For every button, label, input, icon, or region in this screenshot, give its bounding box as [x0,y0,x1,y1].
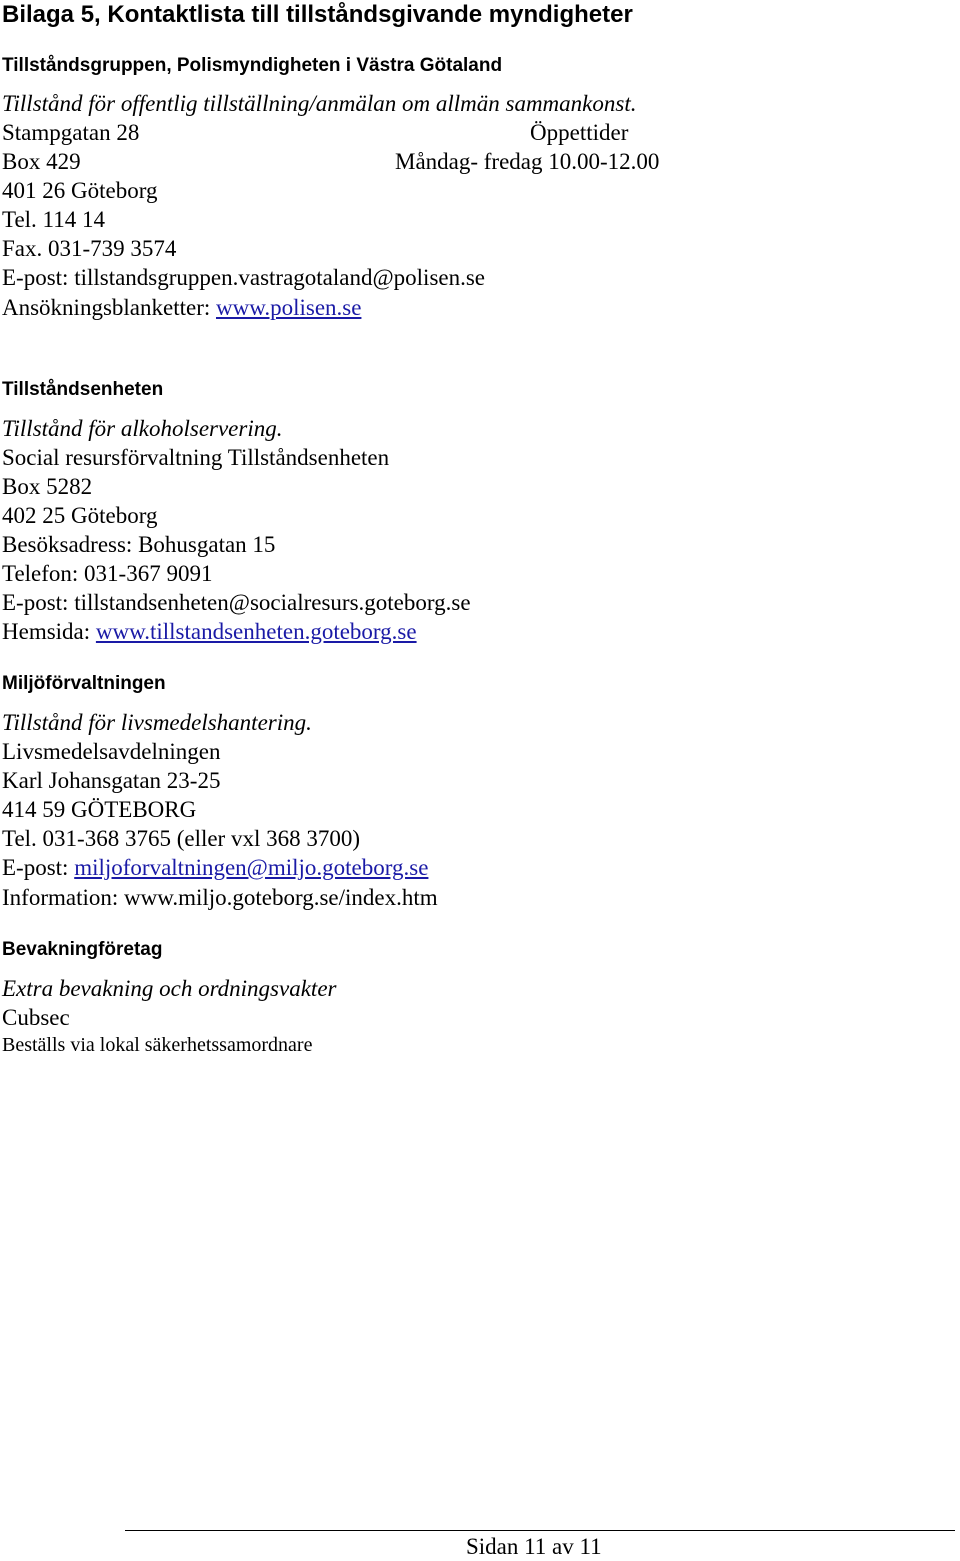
police-hours-label: Öppettider [530,120,629,145]
permits-phone: Telefon: 031-367 9091 [2,561,213,586]
permits-email: E-post: tillstandsenheten@socialresurs.goteborg.se [2,590,471,615]
permits-web-line [2,617,417,646]
permits-web-link[interactable]: www.tillstandsenheten.goteborg.se [95,619,417,644]
police-email: E-post: tillstandsgruppen.vastragotaland@polisen.se [2,265,486,290]
footer-divider [125,1530,955,1531]
environment-info: Information: www.miljo.goteborg.se/index.htm [2,885,438,910]
environment-postal: 414 59 GÖTEBORG [2,797,197,822]
police-box: Box 429 [2,149,81,174]
police-forms-link[interactable]: www.polisen.se [216,295,362,320]
section-heading-permits-unit: Tillståndsenheten [2,379,164,400]
police-phone: Tel. 114 14 [2,207,105,232]
environment-subtitle: Tillstånd för livsmedelshantering. [2,710,312,735]
police-hours-value: Måndag- fredag 10.00-12.00 [395,149,660,174]
document-title: Bilaga 5, Kontaktlista till tillståndsgivande myndigheter [2,1,633,28]
permits-subtitle: Tillstånd för alkoholservering. [2,416,283,441]
permits-box: Box 5282 [2,474,93,499]
permits-web-label: Hemsida: [2,619,96,644]
security-subtitle: Extra bevakning och ordningsvakter [2,976,337,1001]
police-postal: 401 26 Göteborg [2,178,158,203]
environment-email-link[interactable]: miljoforvaltningen@miljo.goteborg.se [74,855,429,880]
police-forms-line [2,293,361,322]
environment-email-label: E-post: [2,855,75,880]
permits-org: Social resursförvaltning Tillståndsenheten [2,445,390,470]
section-heading-police: Tillståndsgruppen, Polismyndigheten i Västra Götaland [2,55,503,76]
section-heading-security: Bevakningföretag [2,939,163,960]
police-forms-label: Ansökningsblanketter: [2,295,216,320]
police-subtitle: Tillstånd för offentlig tillställning/anmälan om allmän sammankonst. [2,91,637,116]
police-street: Stampgatan 28 [2,120,140,145]
environment-street: Karl Johansgatan 23-25 [2,768,221,793]
page-number: Sidan 11 av 11 [466,1534,602,1559]
environment-email-line [2,853,428,882]
security-note: Beställs via lokal säkerhetssamordnare [2,1034,313,1056]
permits-postal: 402 25 Göteborg [2,503,158,528]
section-heading-environment: Miljöförvaltningen [2,673,166,694]
environment-dept: Livsmedelsavdelningen [2,739,221,764]
environment-phone: Tel. 031-368 3765 (eller vxl 368 3700) [2,826,361,851]
security-company: Cubsec [2,1005,70,1030]
permits-visit: Besöksadress: Bohusgatan 15 [2,532,276,557]
police-fax: Fax. 031-739 3574 [2,236,177,261]
